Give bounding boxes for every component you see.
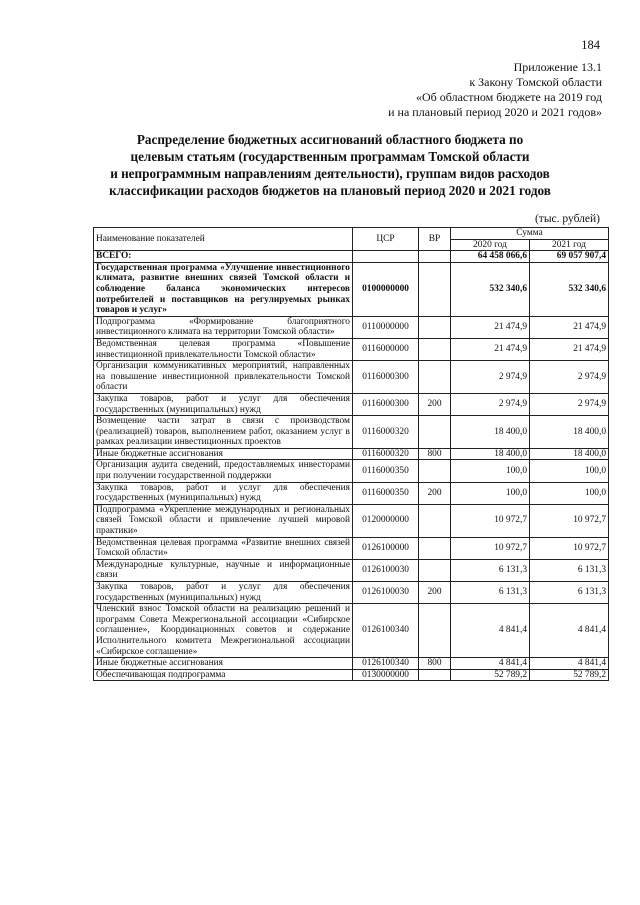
row-csr-cell: 0120000000 [353, 504, 419, 537]
row-2021-cell: 10 972,7 [530, 504, 609, 537]
row-csr-cell: 0126100030 [353, 582, 419, 604]
row-2020-cell: 4 841,4 [451, 658, 530, 670]
row-2020-cell: 18 400,0 [451, 416, 530, 449]
row-name-cell: Подпрограмма «Формирование благоприятного инвестиционного климата на территории Томской области» [94, 316, 353, 338]
row-2020-cell: 4 841,4 [451, 604, 530, 658]
total-label: ВСЕГО: [94, 251, 353, 263]
row-vr-cell: 200 [419, 482, 451, 504]
row-name-cell: Закупка товаров, работ и услуг для обеспечения государственных (муниципальных) нужд [94, 582, 353, 604]
row-vr-cell [419, 460, 451, 482]
row-csr-cell: 0116000320 [353, 448, 419, 460]
row-2021-cell: 2 974,9 [530, 361, 609, 394]
table-row [94, 316, 609, 338]
row-vr-cell [419, 537, 451, 559]
appendix-note [302, 60, 602, 120]
row-csr-cell: 0130000000 [353, 669, 419, 681]
row-csr-cell: 0100000000 [353, 262, 419, 316]
header-vr: ВР [419, 228, 451, 251]
row-2021-cell: 52 789,2 [530, 669, 609, 681]
row-2021-cell: 100,0 [530, 482, 609, 504]
header-csr: ЦСР [353, 228, 419, 251]
row-name-cell: Международные культурные, научные и информационные связи [94, 559, 353, 581]
row-2020-cell: 100,0 [451, 482, 530, 504]
row-vr-cell [419, 262, 451, 316]
header-year-2021: 2021 год [530, 239, 609, 251]
row-2021-cell: 18 400,0 [530, 448, 609, 460]
row-2021-cell: 100,0 [530, 460, 609, 482]
title-line: и непрограммным направлениям деятельности), группам видов расходов [110, 166, 550, 181]
table-row [94, 537, 609, 559]
budget-table [93, 227, 609, 681]
row-name-cell: Ведомственная целевая программа «Повышение инвестиционной привлекательности Томской области» [94, 338, 353, 360]
row-2020-cell: 6 131,3 [451, 559, 530, 581]
row-csr-cell: 0116000000 [353, 338, 419, 360]
row-vr-cell [419, 361, 451, 394]
table-row [94, 604, 609, 658]
table-row [94, 416, 609, 449]
header-year-2020: 2020 год [451, 239, 530, 251]
row-2020-cell: 10 972,7 [451, 537, 530, 559]
row-vr-cell: 800 [419, 658, 451, 670]
title-line: классификации расходов бюджетов на плановый период 2020 и 2021 годов [109, 183, 551, 198]
table-row [94, 559, 609, 581]
table-row [94, 658, 609, 670]
row-csr-cell: 0126100000 [353, 537, 419, 559]
row-2021-cell: 6 131,3 [530, 582, 609, 604]
appendix-line: к Закону Томской области [469, 75, 602, 89]
row-name-cell: Ведомственная целевая программа «Развитие внешних связей Томской области» [94, 537, 353, 559]
row-vr-cell: 800 [419, 448, 451, 460]
row-2021-cell: 4 841,4 [530, 658, 609, 670]
table-row [94, 338, 609, 360]
title-line: целевым статьям (государственным программам Томской области [130, 149, 530, 164]
table-row [94, 262, 609, 316]
row-csr-cell: 0126100030 [353, 559, 419, 581]
row-2020-cell: 10 972,7 [451, 504, 530, 537]
table-row [94, 393, 609, 415]
table-row [94, 448, 609, 460]
row-2021-cell: 6 131,3 [530, 559, 609, 581]
total-2021: 69 057 907,4 [530, 251, 609, 263]
total-vr [419, 251, 451, 263]
page-number: 184 [581, 38, 600, 52]
row-2020-cell: 2 974,9 [451, 361, 530, 394]
row-vr-cell: 200 [419, 393, 451, 415]
row-csr-cell: 0110000000 [353, 316, 419, 338]
title-line: Распределение бюджетных ассигнований областного бюджета по [136, 132, 524, 147]
appendix-line: «Об областном бюджете на 2019 год [416, 90, 602, 104]
header-name: Наименование показателей [94, 228, 353, 251]
row-2021-cell: 18 400,0 [530, 416, 609, 449]
row-vr-cell [419, 669, 451, 681]
row-vr-cell [419, 316, 451, 338]
row-name-cell: Подпрограмма «Укрепление международных и региональных связей Томской области и привлечение лучшей мировой практики» [94, 504, 353, 537]
row-csr-cell: 0126100340 [353, 604, 419, 658]
row-csr-cell: 0116000300 [353, 393, 419, 415]
row-2021-cell: 532 340,6 [530, 262, 609, 316]
table-row [94, 482, 609, 504]
row-2021-cell: 2 974,9 [530, 393, 609, 415]
row-csr-cell: 0126100340 [353, 658, 419, 670]
row-2020-cell: 52 789,2 [451, 669, 530, 681]
table-row [94, 582, 609, 604]
appendix-line: и на плановый период 2020 и 2021 годов» [388, 105, 602, 119]
table-row [94, 361, 609, 394]
row-2020-cell: 18 400,0 [451, 448, 530, 460]
row-2020-cell: 100,0 [451, 460, 530, 482]
row-csr-cell: 0116000320 [353, 416, 419, 449]
row-name-cell: Организация коммуникативных мероприятий, направленных на повышение инвестиционной привлекательности Томской области [94, 361, 353, 394]
row-name-cell: Возмещение части затрат в связи с производством (реализацией) товаров, выполнением работ, оказанием услуг в рамках реализации инвестиционных проектов [94, 416, 353, 449]
row-csr-cell: 0116000350 [353, 460, 419, 482]
row-name-cell: Государственная программа «Улучшение инвестиционного климата, развитие внешних связей Томской области и соблюдение баланса экономических интересов потребителей и поставщиков на регулируемых рынках товаров и услуг» [94, 262, 353, 316]
row-2020-cell: 6 131,3 [451, 582, 530, 604]
total-csr [353, 251, 419, 263]
table-row [94, 669, 609, 681]
row-2020-cell: 21 474,9 [451, 338, 530, 360]
row-vr-cell [419, 504, 451, 537]
row-vr-cell [419, 604, 451, 658]
row-2021-cell: 4 841,4 [530, 604, 609, 658]
total-2020: 64 458 066,6 [451, 251, 530, 263]
table-row [94, 460, 609, 482]
total-row [94, 251, 609, 263]
units-label: (тыс. рублей) [534, 213, 600, 225]
header-sum: Сумма [451, 228, 609, 240]
row-2020-cell: 2 974,9 [451, 393, 530, 415]
row-name-cell: Закупка товаров, работ и услуг для обеспечения государственных (муниципальных) нужд [94, 482, 353, 504]
row-name-cell: Закупка товаров, работ и услуг для обеспечения государственных (муниципальных) нужд [94, 393, 353, 415]
row-name-cell: Членский взнос Томской области на реализацию решений и программ Совета Межрегиональной ассоциации «Сибирское соглашение», Координационных советов и содержание Исполнительного комитета Межрегиональной ассоциации «Сибирское соглашение» [94, 604, 353, 658]
appendix-line: Приложение 13.1 [513, 60, 602, 74]
row-name-cell: Иные бюджетные ассигнования [94, 658, 353, 670]
row-vr-cell [419, 559, 451, 581]
row-name-cell: Иные бюджетные ассигнования [94, 448, 353, 460]
row-2021-cell: 21 474,9 [530, 316, 609, 338]
row-vr-cell [419, 416, 451, 449]
row-name-cell: Обеспечивающая подпрограмма [94, 669, 353, 681]
row-vr-cell [419, 338, 451, 360]
row-2020-cell: 532 340,6 [451, 262, 530, 316]
row-vr-cell: 200 [419, 582, 451, 604]
row-2021-cell: 10 972,7 [530, 537, 609, 559]
row-csr-cell: 0116000350 [353, 482, 419, 504]
document-title [70, 131, 590, 199]
row-2020-cell: 21 474,9 [451, 316, 530, 338]
row-name-cell: Организация аудита сведений, предоставляемых инвесторами при получении государственной поддержки [94, 460, 353, 482]
row-csr-cell: 0116000300 [353, 361, 419, 394]
table-row [94, 504, 609, 537]
row-2021-cell: 21 474,9 [530, 338, 609, 360]
